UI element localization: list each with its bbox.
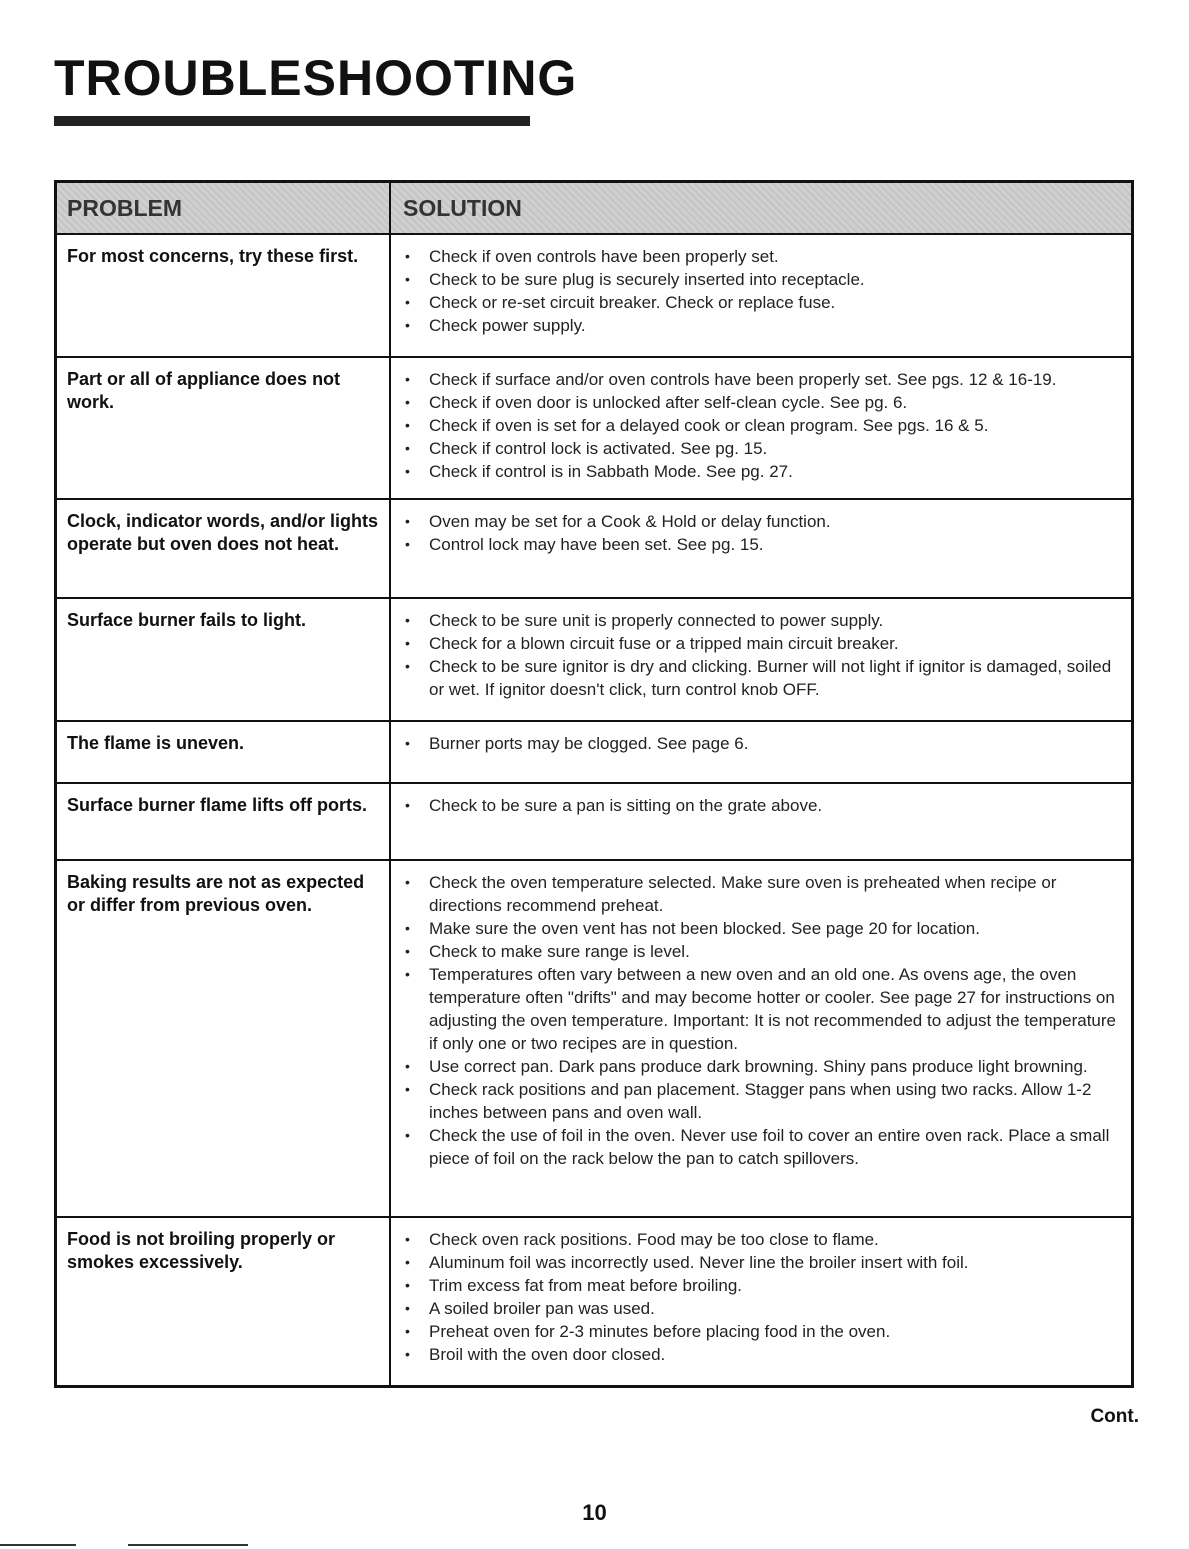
footer-divider [0, 1544, 76, 1546]
solution-item: • Check power supply. [405, 314, 1117, 337]
solution-item: • Check to make sure range is level. [405, 940, 1117, 963]
solution-item: • Check to be sure unit is properly connected to power supply. [405, 609, 1117, 632]
solution-item: • Use correct pan. Dark pans produce dark browning. Shiny pans produce light browning. [405, 1055, 1117, 1078]
solution-item: • Check to be sure ignitor is dry and clicking. Burner will not light if ignitor is damaged, soiled or wet. If ignitor doesn't click, turn control knob OFF. [405, 655, 1117, 701]
solution-item: • Aluminum foil was incorrectly used. Never line the broiler insert with foil. [405, 1251, 1117, 1274]
solution-cell [391, 722, 1131, 782]
solution-list [405, 871, 1117, 1170]
solution-item: • Check if control is in Sabbath Mode. See pg. 27. [405, 460, 1117, 483]
problem-cell: For most concerns, try these first. [57, 235, 391, 356]
solution-cell [391, 599, 1131, 720]
solution-cell [391, 784, 1131, 859]
solution-list [405, 368, 1117, 483]
solution-list [405, 794, 1117, 817]
solution-item: • Oven may be set for a Cook & Hold or delay function. [405, 510, 1117, 533]
solution-list [405, 609, 1117, 701]
page-title: TROUBLESHOOTING [54, 50, 578, 106]
solution-item: • Make sure the oven vent has not been blocked. See page 20 for location. [405, 917, 1117, 940]
table-row [57, 861, 1131, 1218]
solution-item: • Temperatures often vary between a new oven and an old one. As ovens age, the oven temperature often "drifts" and may become hotter or cooler. See page 27 for instructions on adjusting the oven temperature. Important: It is not recommended to adjust the temperature if only one or two recipes are in question. [405, 963, 1117, 1055]
table-row [57, 1218, 1131, 1385]
problem-cell: Baking results are not as expected or differ from previous oven. [57, 861, 391, 1216]
table-row [57, 358, 1131, 500]
problem-cell: Surface burner flame lifts off ports. [57, 784, 391, 859]
solution-cell [391, 358, 1131, 498]
solution-item: • Check to be sure a pan is sitting on the grate above. [405, 794, 1117, 817]
solution-item: • Control lock may have been set. See pg. 15. [405, 533, 1117, 556]
solution-item: • Check for a blown circuit fuse or a tripped main circuit breaker. [405, 632, 1117, 655]
problem-cell: Clock, indicator words, and/or lights operate but oven does not heat. [57, 500, 391, 597]
table-body [57, 235, 1131, 1385]
footer-divider [128, 1544, 248, 1546]
table-header [57, 183, 1131, 235]
solution-list [405, 245, 1117, 337]
solution-item: • Check if oven controls have been properly set. [405, 245, 1117, 268]
continued-label: Cont. [1090, 1406, 1139, 1427]
solution-cell [391, 235, 1131, 356]
solution-item: • A soiled broiler pan was used. [405, 1297, 1117, 1320]
table-row [57, 500, 1131, 599]
solution-item: • Check to be sure plug is securely inserted into receptacle. [405, 268, 1117, 291]
problem-cell: The flame is uneven. [57, 722, 391, 782]
solution-item: • Check the use of foil in the oven. Never use foil to cover an entire oven rack. Place a small piece of foil on the rack below the pan to catch spillovers. [405, 1124, 1117, 1170]
solution-item: • Check if oven is set for a delayed cook or clean program. See pgs. 16 & 5. [405, 414, 1117, 437]
table-row [57, 235, 1131, 358]
solution-list [405, 1228, 1117, 1366]
table-row [57, 784, 1131, 861]
solution-item: • Check if surface and/or oven controls have been properly set. See pgs. 12 & 16-19. [405, 368, 1117, 391]
problem-cell: Surface burner fails to light. [57, 599, 391, 720]
solution-list [405, 732, 1117, 755]
solution-item: • Check or re-set circuit breaker. Check or replace fuse. [405, 291, 1117, 314]
solution-cell [391, 500, 1131, 597]
solution-item: • Check rack positions and pan placement. Stagger pans when using two racks. Allow 1-2 inches between pans and oven wall. [405, 1078, 1117, 1124]
header-problem: PROBLEM [57, 183, 391, 233]
page-number: 10 [582, 1500, 607, 1525]
solution-item: • Burner ports may be clogged. See page 6. [405, 732, 1117, 755]
solution-list [405, 510, 1117, 556]
problem-cell: Part or all of appliance does not work. [57, 358, 391, 498]
table-row [57, 599, 1131, 722]
solution-item: • Preheat oven for 2-3 minutes before placing food in the oven. [405, 1320, 1117, 1343]
title-underline [54, 116, 530, 126]
solution-item: • Check oven rack positions. Food may be too close to flame. [405, 1228, 1117, 1251]
solution-item: • Check if oven door is unlocked after self-clean cycle. See pg. 6. [405, 391, 1117, 414]
solution-cell [391, 1218, 1131, 1385]
solution-cell [391, 861, 1131, 1216]
troubleshooting-table [54, 180, 1134, 1388]
header-solution: SOLUTION [403, 195, 522, 221]
solution-item: • Check if control lock is activated. See pg. 15. [405, 437, 1117, 460]
problem-cell: Food is not broiling properly or smokes excessively. [57, 1218, 391, 1385]
solution-item: • Trim excess fat from meat before broiling. [405, 1274, 1117, 1297]
table-row [57, 722, 1131, 784]
solution-item: • Broil with the oven door closed. [405, 1343, 1117, 1366]
solution-item: • Check the oven temperature selected. Make sure oven is preheated when recipe or directions recommend preheat. [405, 871, 1117, 917]
